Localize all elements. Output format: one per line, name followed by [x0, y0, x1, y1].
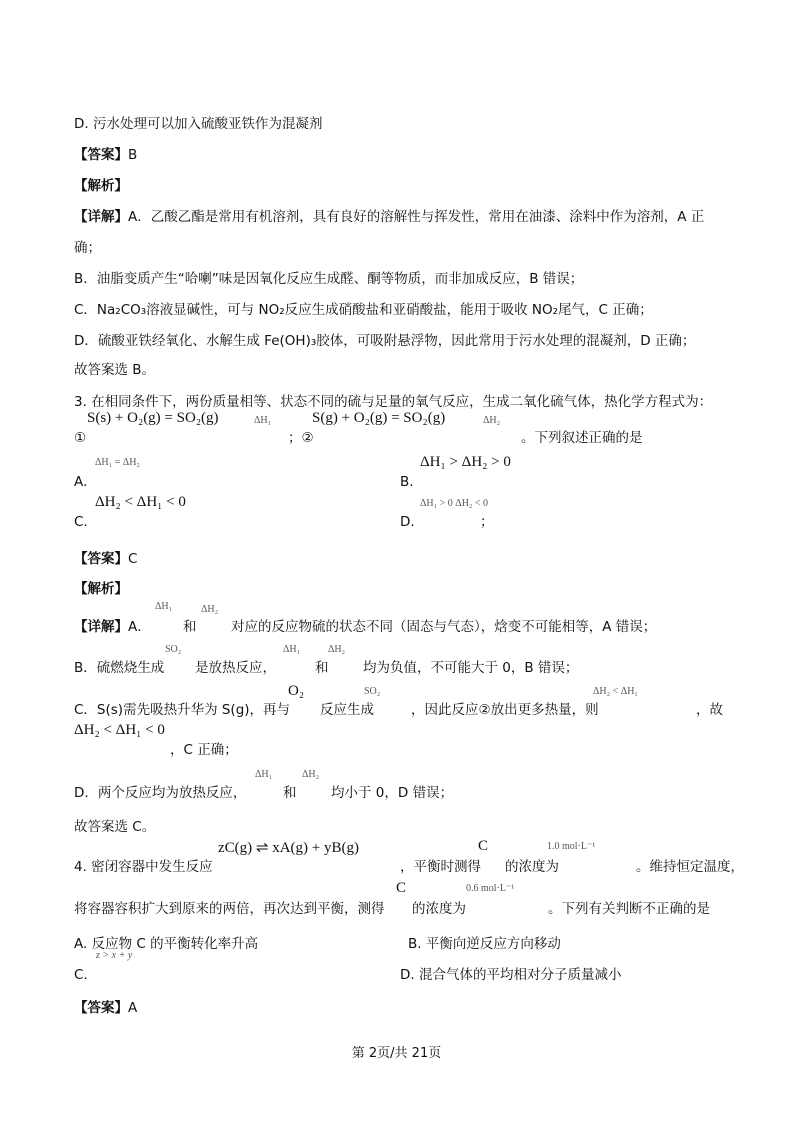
q4-option-d: D. 混合气体的平均相对分子质量减小: [400, 967, 622, 983]
detail-line-c: C．Na₂CO₃溶液显碱性，可与 NO₂反应生成硝酸盐和亚硝酸盐，能用于吸收 NO₂尾气，C 正确；: [74, 302, 653, 318]
answer-value-3: C: [128, 551, 138, 567]
detail-line-a-cont: 确；: [74, 240, 101, 256]
o2-symbol: O₂: [288, 683, 305, 699]
detail-3-c-mid: 反应生成: [320, 702, 374, 718]
question-3-stem: 3. 在相同条件下，两份质量相等、状态不同的硫与足量的氧气反应，生成二氧化硫气体，热化学方程式为：: [74, 394, 713, 410]
option-c-label: C.: [74, 514, 88, 530]
equation-2: S(g) + O₂(g) = SO₂(g): [312, 410, 446, 426]
detail-tag-3: 【详解】: [74, 619, 128, 635]
detail-tag: 【详解】: [74, 209, 128, 225]
q4-stem-mid2: 的浓度为: [505, 859, 559, 875]
dh1-symbol-b: ΔH₁: [283, 644, 301, 655]
q4-line2-mid: 的浓度为: [412, 901, 466, 917]
q4-stem-end: 。维持恒定温度，: [636, 859, 744, 875]
detail-line-d: D．硫酸亚铁经氧化、水解生成 Fe(OH)₃胶体，可吸附悬浮物，因此常用于污水处理的混凝剂，D 正确；: [74, 333, 696, 349]
dh1-symbol-d: ΔH₁: [255, 769, 273, 780]
detail-3-d-rest: 均小于 0，D 错误；: [331, 785, 454, 801]
detail-3-c-end: ，故: [696, 702, 723, 718]
answer-value: B: [128, 147, 138, 163]
c-symbol: C: [478, 838, 489, 854]
eq1-circle: ①: [74, 430, 87, 446]
option-d-text: D. 污水处理可以加入硫酸亚铁作为混凝剂: [74, 116, 323, 132]
detail-3-d-he: 和: [283, 785, 297, 801]
answer-line-3: [74, 550, 137, 568]
answer-value-4: A: [128, 1000, 138, 1016]
detail-3-b-prefix: B．硫燃烧生成: [74, 660, 165, 676]
q4-option-b: B. 平衡向逆反应方向移动: [408, 936, 561, 952]
answer-line: [74, 146, 137, 164]
q4-line2-end: 。下列有关判断不正确的是: [548, 901, 710, 917]
c-symbol-2: C: [396, 880, 407, 896]
concentration-1: 1.0 mol·L⁻¹: [547, 841, 596, 852]
detail-3-c-line2: ，C 正确；: [170, 742, 238, 758]
analysis-tag-3: 【解析】: [74, 581, 128, 597]
page-footer: 第 2页/共 21页: [351, 1046, 442, 1061]
equation-1: S(s) + O₂(g) = SO₂(g): [87, 410, 219, 426]
option-d-end: ；: [480, 514, 494, 530]
option-a-label: A.: [74, 474, 88, 490]
analysis-tag: 【解析】: [74, 178, 128, 194]
eq1-dh: ΔH₁: [254, 415, 272, 426]
conclusion-line-3: 故答案选 C。: [74, 819, 156, 835]
q4-option-c-math: z > x + y: [96, 950, 133, 961]
option-d-label: D.: [400, 514, 415, 530]
detail-3-c-prefix: C．S(s)需先吸热升华为 S(g)，再与: [74, 702, 291, 718]
detail-3-d-prefix: D．两个反应均为放热反应，: [74, 785, 247, 801]
q4-option-c-label: C.: [74, 967, 88, 983]
dh1-symbol: ΔH₁: [155, 601, 173, 612]
answer-tag-3: 【答案】: [74, 551, 128, 567]
answer-line-4: [74, 999, 137, 1017]
detail-3-a-rest: 对应的反应物硫的状态不同（固态与气态），焓变不可能相等，A 错误；: [231, 619, 657, 635]
detail-line-a: [74, 208, 704, 226]
detail-3-c-mid2: ，因此反应②放出更多热量，则: [411, 702, 599, 718]
dh2-symbol: ΔH₂: [201, 604, 219, 615]
answer-tag-4: 【答案】: [74, 1000, 128, 1016]
stem-end: 。下列叙述正确的是: [521, 430, 643, 446]
q4-line2-prefix: 将容器容积扩大到原来的两倍，再次达到平衡，测得: [74, 901, 385, 917]
ineq-full: ΔH₂ < ΔH₁ < 0: [74, 722, 165, 738]
q4-option-a: A. 反应物 C 的平衡转化率升高: [74, 936, 259, 952]
dh2-symbol-d: ΔH₂: [302, 769, 320, 780]
detail-3-a-he: 和: [183, 619, 197, 635]
option-b-math: ΔH₁ > ΔH₂ > 0: [420, 454, 511, 470]
answer-tag: 【答案】: [74, 147, 128, 163]
option-d-math: ΔH₁ > 0 ΔH₂ < 0: [420, 498, 489, 509]
q4-stem-prefix: 4. 密闭容器中发生反应: [74, 859, 213, 875]
detail-3-b-he: 和: [315, 660, 329, 676]
reaction-equation: zC(g) ⇌ xA(g) + yB(g): [218, 840, 359, 856]
dh2-symbol-b: ΔH₂: [328, 644, 346, 655]
so2-symbol-c: SO₂: [364, 686, 381, 697]
detail-3-b-mid: 是放热反应，: [195, 660, 276, 676]
option-b-label: B.: [400, 474, 414, 490]
option-c-math: ΔH₂ < ΔH₁ < 0: [95, 494, 186, 510]
detail-line-b: B．油脂变质产生“哈喇”味是因氧化反应生成醛、酮等物质，而非加成反应，B 错误；: [74, 271, 584, 287]
q4-stem-mid: ，平衡时测得: [400, 859, 481, 875]
detail-text-a: A．乙酸乙酯是常用有机溶剂，具有良好的溶解性与挥发性，常用在油漆、涂料中作为溶剂，A 正: [128, 209, 705, 225]
detail-3-a-prefix: [74, 618, 151, 636]
concentration-2: 0.6 mol·L⁻¹: [466, 883, 515, 894]
eq-separator: ；②: [288, 430, 314, 446]
conclusion-line: 故答案选 B。: [74, 362, 156, 378]
so2-symbol: SO₂: [165, 644, 182, 655]
eq2-dh: ΔH₂: [483, 415, 501, 426]
detail-3-b-rest: 均为负值，不可能大于 0，B 错误；: [363, 660, 579, 676]
ineq-symbol: ΔH₂ < ΔH₁: [593, 686, 638, 697]
detail-3-a-letter: A．: [128, 619, 151, 635]
option-a-math: ΔH₁ = ΔH₂: [95, 457, 140, 468]
